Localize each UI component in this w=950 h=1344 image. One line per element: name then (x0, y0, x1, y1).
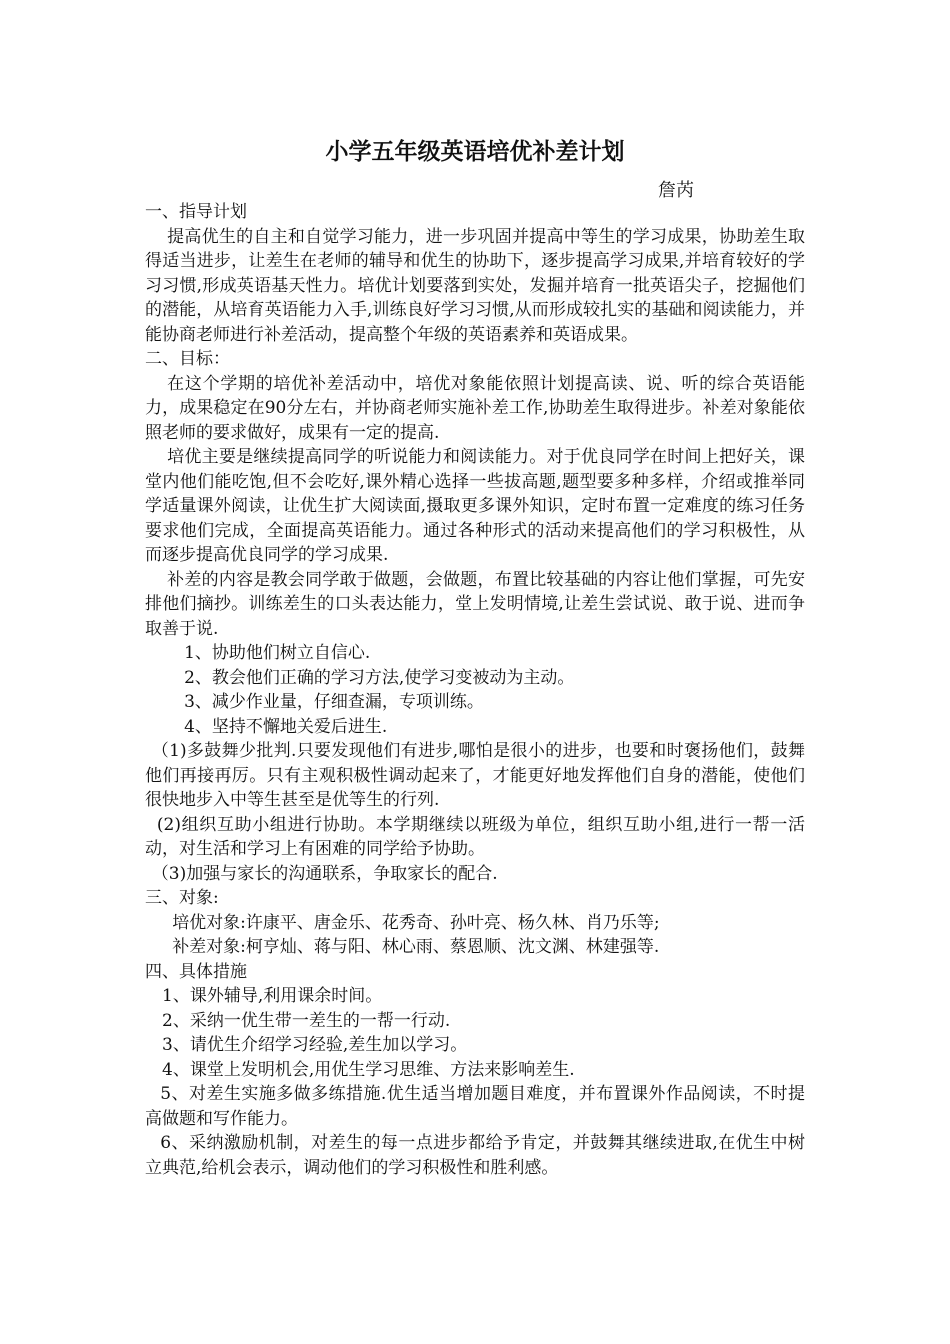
list-item: 1、协助他们树立自信心. (184, 643, 371, 663)
list-item: 3、请优生介绍学习经验,差生加以学习。 (162, 1035, 468, 1055)
section-heading: 一、指导计划 (145, 202, 247, 222)
paragraph: 提高优生的自主和自觉学习能力，进一步巩固并提高中等生的学习成果，协助差生取得适当进步，让差生在老师的辅导和优生的协助下，逐步提高学习成果,并培育较好的学习习惯,形成英语基天性力。培优计划要落到实处，发掘并培育一批英语尖子，挖掘他们的潜能，从培育英语能力入手,训练良好学习习惯,从而形成较扎实的基础和阅读能力，并能协商老师进行补差活动，提高整个年级的英语素养和英语成果。 (145, 226, 805, 345)
section-heading: 二、目标： (145, 349, 230, 369)
target-list: 补差对象:柯亨灿、蒋与阳、林心雨、蔡恩顺、沈文渊、林建强等. (172, 937, 660, 957)
paragraph: (2)组织互助小组进行协助。本学期继续以班级为单位，组织互助小组,进行一帮一活动，对生活和学习上有困难的同学给予协助。 (145, 814, 805, 859)
list-item: 1、课外辅导,利用课余时间。 (162, 986, 383, 1006)
paragraph: 在这个学期的培优补差活动中，培优对象能依照计划提高读、说、听的综合英语能力，成果稳定在90分左右，并协商老师实施补差工作,协助差生取得进步。补差对象能依照老师的要求做好，成果有一定的提高. (145, 373, 805, 443)
list-item: 4、坚持不懈地关爱后进生. (184, 716, 388, 737)
list-item: 2、教会他们正确的学习方法,使学习变被动为主动。 (184, 667, 575, 688)
target-list: 培优对象:许康平、唐金乐、花秀奇、孙叶亮、杨久林、肖乃乐等; (172, 912, 660, 933)
section-heading: 四、具体措施 (145, 961, 247, 982)
paragraph: 培优主要是继续提高同学的听说能力和阅读能力。对于优良同学在时间上把好关，课堂内他们能吃饱,但不会吃好,课外精心选择一些拔高题,题型要多种多样，介绍或推举同学适量课外阅读，让优生扩大阅读面,摄取更多课外知识，定时布置一定难度的练习任务要求他们完成，全面提高英语能力。通过各种形式的活动来提高他们的学习积极性，从而逐步提高优良同学的学习成果. (145, 447, 805, 565)
paragraph: （1)多鼓舞少批判.只要发现他们有进步,哪怕是很小的进步，也要和时褒扬他们，鼓舞他们再接再厉。只有主观积极性调动起来了，才能更好地发挥他们自身的潜能，使他们很快地步入中等生甚至是优等生的行列. (145, 741, 805, 810)
list-item: 4、课堂上发明机会,用优生学习思维、方法来影响差生. (162, 1059, 575, 1080)
list-item: 5、对差生实施多做多练措施.优生适当增加题目难度，并布置课外作品阅读，不时提高做题和写作能力。 (145, 1084, 805, 1129)
list-item: 2、采纳一优生带一差生的一帮一行动. (162, 1010, 451, 1031)
document-title: 小学五年级英语培优补差计划 (325, 139, 625, 165)
paragraph: 补差的内容是教会同学敢于做题，会做题，布置比较基础的内容让他们掌握，可先安排他们摘抄。训练差生的口头表达能力，堂上发明情境,让差生尝试说、敢于说、进而争取善于说. (145, 569, 805, 639)
document-body (145, 200, 805, 1180)
section-heading: 三、对象: (145, 888, 219, 908)
author-name: 詹芮 (658, 180, 694, 201)
list-item: 6、采纳激励机制，对差生的每一点进步都给予肯定，并鼓舞其继续进取,在优生中树立典范,给机会表示，调动他们的学习积极性和胜利感。 (145, 1133, 805, 1178)
list-item: 3、减少作业量，仔细查漏，专项训练。 (184, 692, 484, 712)
paragraph: （3)加强与家长的沟通联系，争取家长的配合. (151, 863, 498, 884)
